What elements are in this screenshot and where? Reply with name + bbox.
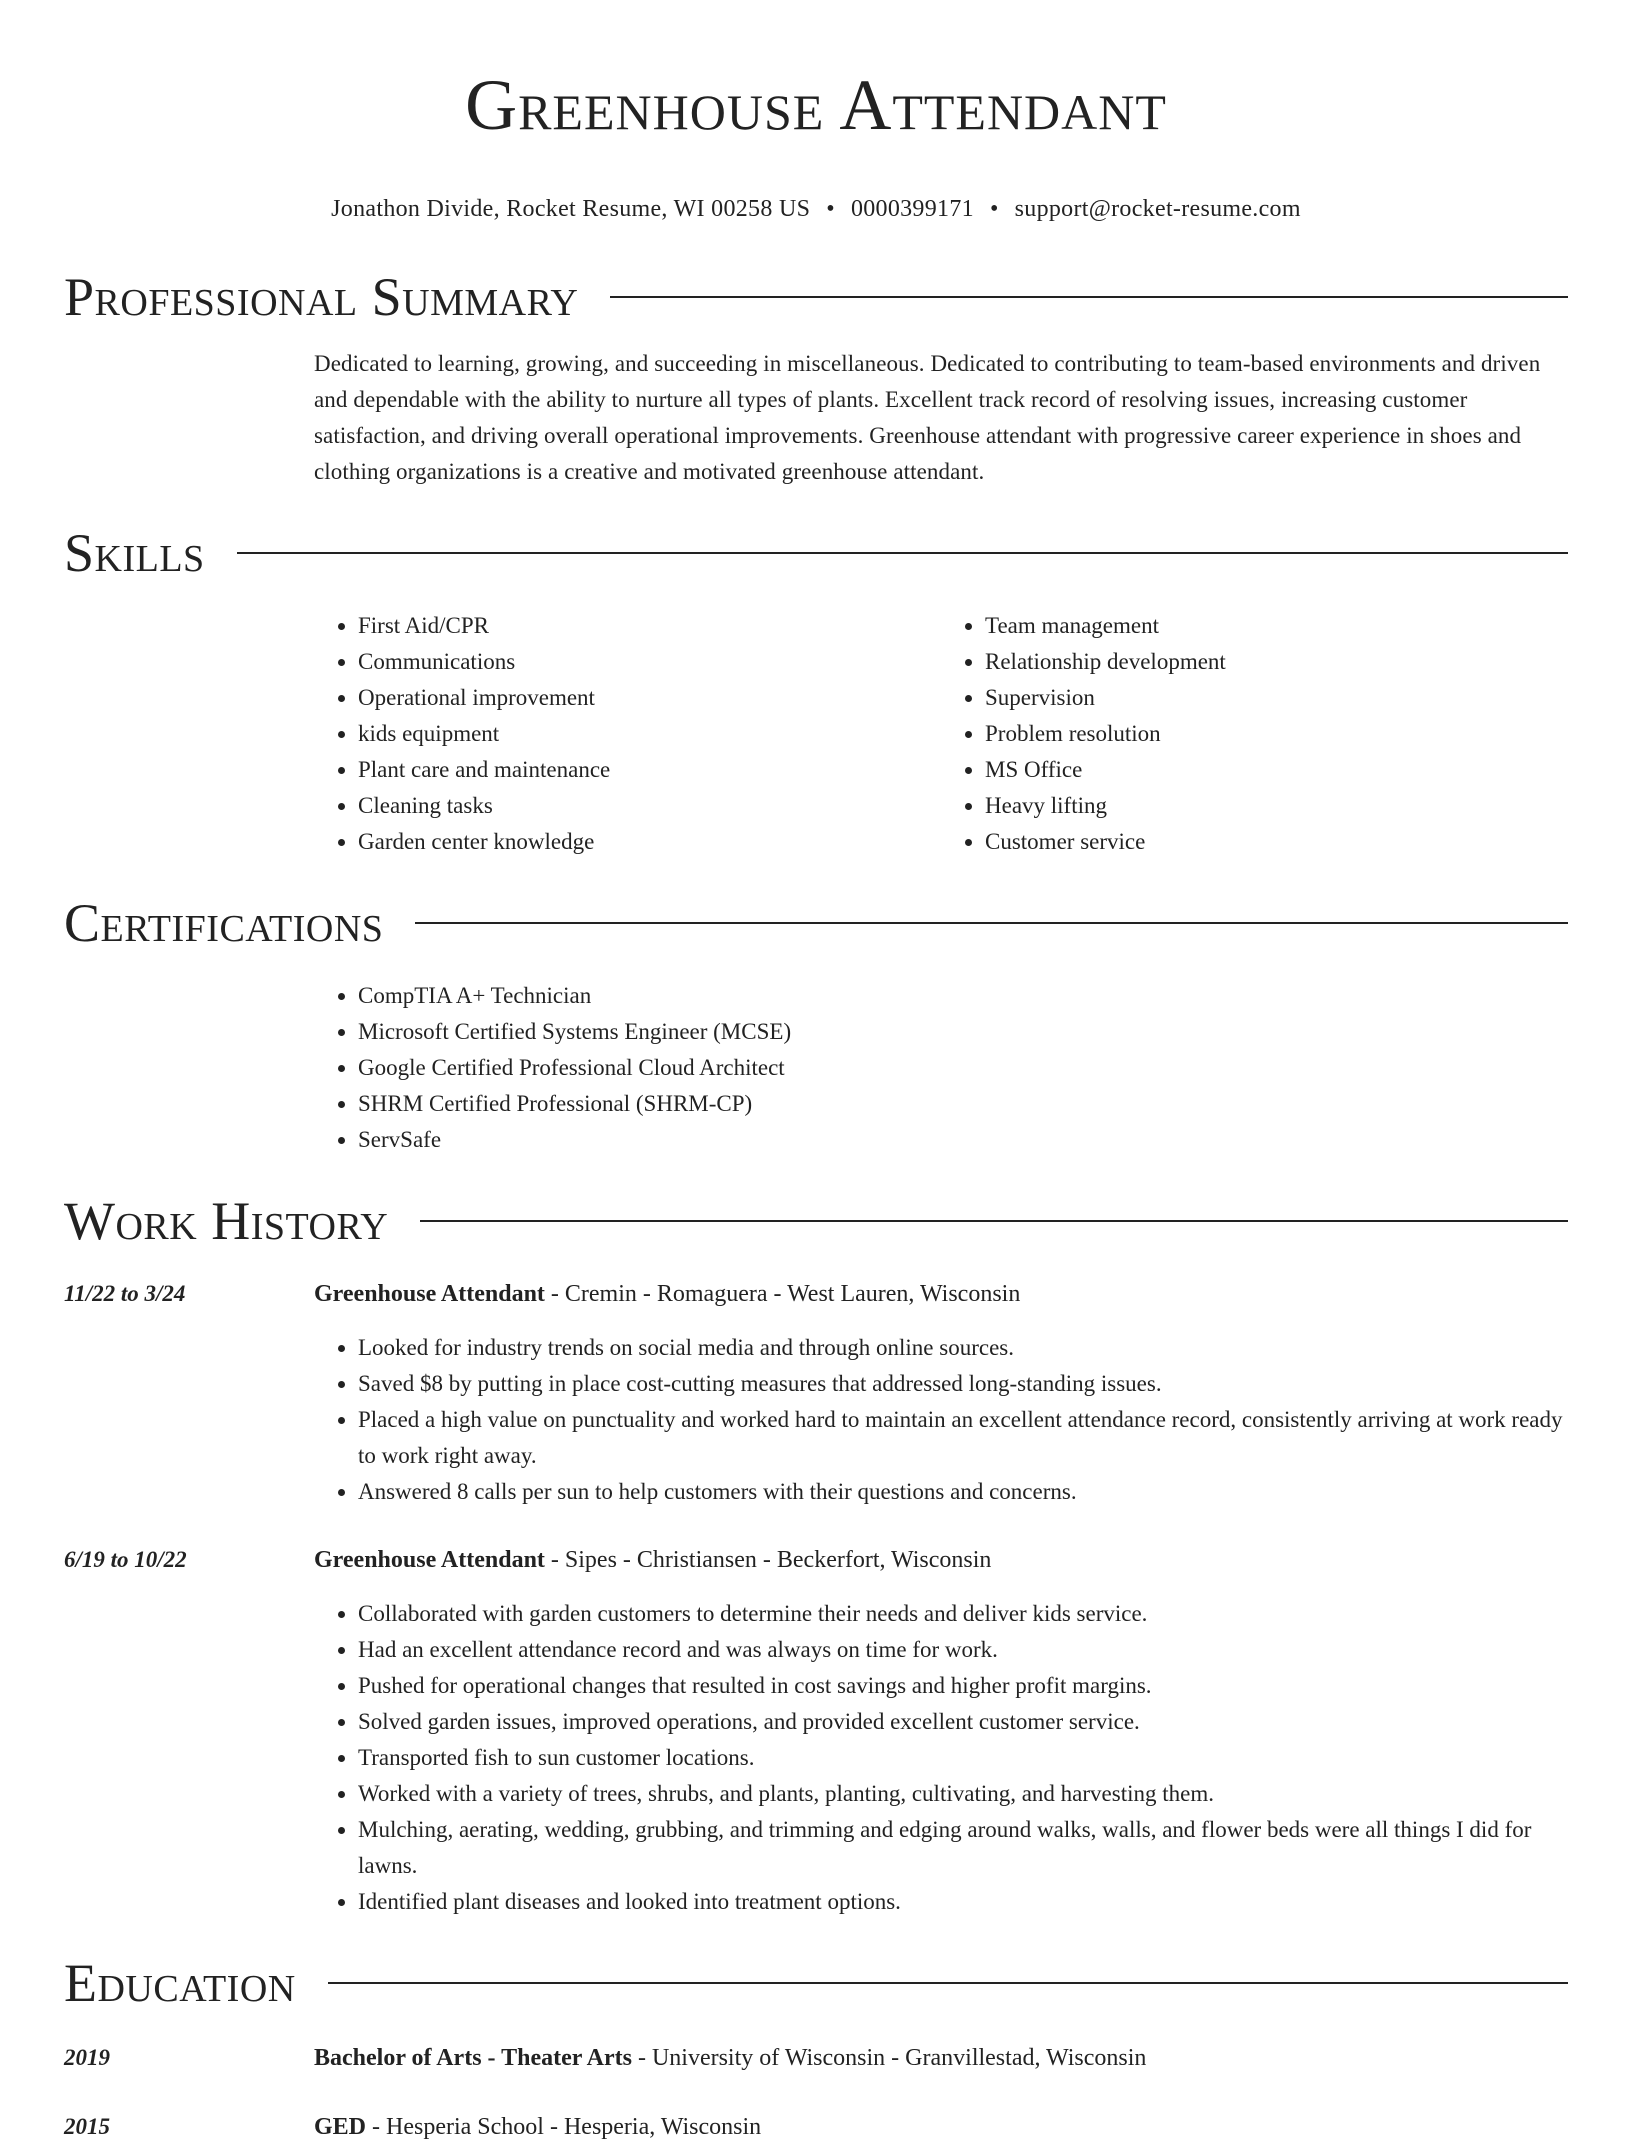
work-heading: Work History (64, 1191, 389, 1251)
education-section-header (64, 1948, 1568, 2018)
skill-item: • Cleaning tasks (358, 788, 941, 824)
job-bullet: • Solved garden issues, improved operations, and provided excellent customer service. (358, 1704, 1568, 1740)
certification-item: • Microsoft Certified Systems Engineer (MCSE) (358, 1014, 1568, 1050)
section-divider (328, 1982, 1568, 1984)
skill-item: • Supervision (985, 680, 1568, 716)
job-dates: 11/22 to 3/24 (64, 1281, 186, 1306)
resume-title: Greenhouse Attendant (465, 65, 1167, 145)
education-degree: Bachelor of Arts - Theater Arts (314, 2045, 632, 2071)
job-employer: - Cremin - Romaguera - West Lauren, Wisconsin (544, 1281, 1021, 1307)
education-school: - University of Wisconsin - Granvillestad, Wisconsin (631, 2045, 1147, 2071)
education-entry (64, 2109, 1568, 2145)
job-entry (64, 1542, 1568, 1920)
contact-separator: • (989, 196, 999, 222)
job-bullet: • Looked for industry trends on social media and through online sources. (358, 1330, 1568, 1366)
summary-section-header (64, 262, 1568, 332)
job-title: Greenhouse Attendant (314, 1547, 545, 1573)
job-entry (64, 1276, 1568, 1510)
contact-separator: • (826, 196, 835, 222)
job-bullet: • Placed a high value on punctuality and worked hard to maintain an excellent attendance record, consistently arriving at work ready to work right away. (358, 1402, 1568, 1474)
skills-section-header (64, 518, 1568, 588)
contact-email: support@rocket-resume.com (1014, 196, 1301, 222)
education-school: - Hesperia School - Hesperia, Wisconsin (366, 2114, 762, 2140)
section-divider (610, 296, 1568, 298)
section-divider (415, 922, 1568, 924)
job-bullets (314, 1596, 1568, 1920)
summary-heading: Professional Summary (64, 267, 579, 327)
skill-item: • kids equipment (358, 716, 941, 752)
skills-heading: Skills (64, 523, 205, 583)
certification-item: • CompTIA A+ Technician (358, 978, 1568, 1014)
certification-item: • SHRM Certified Professional (SHRM-CP) (358, 1086, 1568, 1122)
education-heading: Education (64, 1953, 296, 2013)
job-bullet: • Saved $8 by putting in place cost-cutting measures that addressed long-standing issues. (358, 1366, 1568, 1402)
job-employer: - Sipes - Christiansen - Beckerfort, Wisconsin (544, 1547, 992, 1573)
skill-item: • Team management (985, 608, 1568, 644)
skill-item: • Customer service (985, 824, 1568, 860)
education-details (314, 2040, 1146, 2076)
skills-column-right (941, 608, 1568, 860)
skills-column-left (314, 608, 941, 860)
job-bullet: • Pushed for operational changes that resulted in cost savings and higher profit margins. (358, 1668, 1568, 1704)
summary-text: Dedicated to learning, growing, and succeeding in miscellaneous. Dedicated to contributing to team-based environments and driven and dependable with the ability to nurture all types of plants. Excellent track record of resolving issues, increasing customer satisfaction, and driving overall operational improvements. Greenhouse attendant with progressive career experience in shoes and clothing organizations is a creative and motivated greenhouse attendant. (314, 351, 1541, 484)
skill-item: • Relationship development (985, 644, 1568, 680)
education-year: 2019 (64, 2045, 110, 2070)
certification-item: • Google Certified Professional Cloud Architect (358, 1050, 1568, 1086)
skill-item: • MS Office (985, 752, 1568, 788)
skills-list (314, 608, 1568, 860)
job-bullet: • Transported fish to sun customer locations. (358, 1740, 1568, 1776)
skill-item: • First Aid/CPR (358, 608, 941, 644)
skill-item: • Operational improvement (358, 680, 941, 716)
skill-item: • Plant care and maintenance (358, 752, 941, 788)
section-divider (420, 1220, 1568, 1222)
certifications-heading: Certifications (64, 893, 384, 953)
contact-line (64, 194, 1568, 224)
job-bullet: • Had an excellent attendance record and was always on time for work. (358, 1632, 1568, 1668)
education-year: 2015 (64, 2114, 110, 2139)
skill-item: • Garden center knowledge (358, 824, 941, 860)
job-bullet: • Answered 8 calls per sun to help customers with their questions and concerns. (358, 1474, 1568, 1510)
certification-item: • ServSafe (358, 1122, 1568, 1158)
job-bullets (314, 1330, 1568, 1510)
skill-item: • Communications (358, 644, 941, 680)
job-bullet: • Worked with a variety of trees, shrubs, and plants, planting, cultivating, and harvesting them. (358, 1776, 1568, 1812)
job-bullet: • Collaborated with garden customers to determine their needs and deliver kids service. (358, 1596, 1568, 1632)
job-title-line (314, 1542, 1568, 1578)
contact-address: Jonathon Divide, Rocket Resume, WI 00258 US (331, 196, 811, 222)
education-details (314, 2109, 761, 2145)
certifications-list (314, 978, 1568, 1158)
education-entry (64, 2040, 1568, 2076)
resume-page (64, 0, 1568, 2145)
certifications-section-header (64, 888, 1568, 958)
job-bullet: • Identified plant diseases and looked into treatment options. (358, 1884, 1568, 1920)
job-bullet: • Mulching, aerating, wedding, grubbing, and trimming and edging around walks, walls, and flower beds were all things I did for lawns. (358, 1812, 1568, 1884)
education-degree: GED (314, 2114, 367, 2140)
work-section-header (64, 1186, 1568, 1256)
contact-phone: 0000399171 (850, 196, 974, 222)
job-dates: 6/19 to 10/22 (64, 1547, 187, 1572)
skill-item: • Heavy lifting (985, 788, 1568, 824)
skill-item: • Problem resolution (985, 716, 1568, 752)
job-title-line (314, 1276, 1568, 1312)
section-divider (237, 552, 1568, 554)
job-title: Greenhouse Attendant (314, 1281, 545, 1307)
